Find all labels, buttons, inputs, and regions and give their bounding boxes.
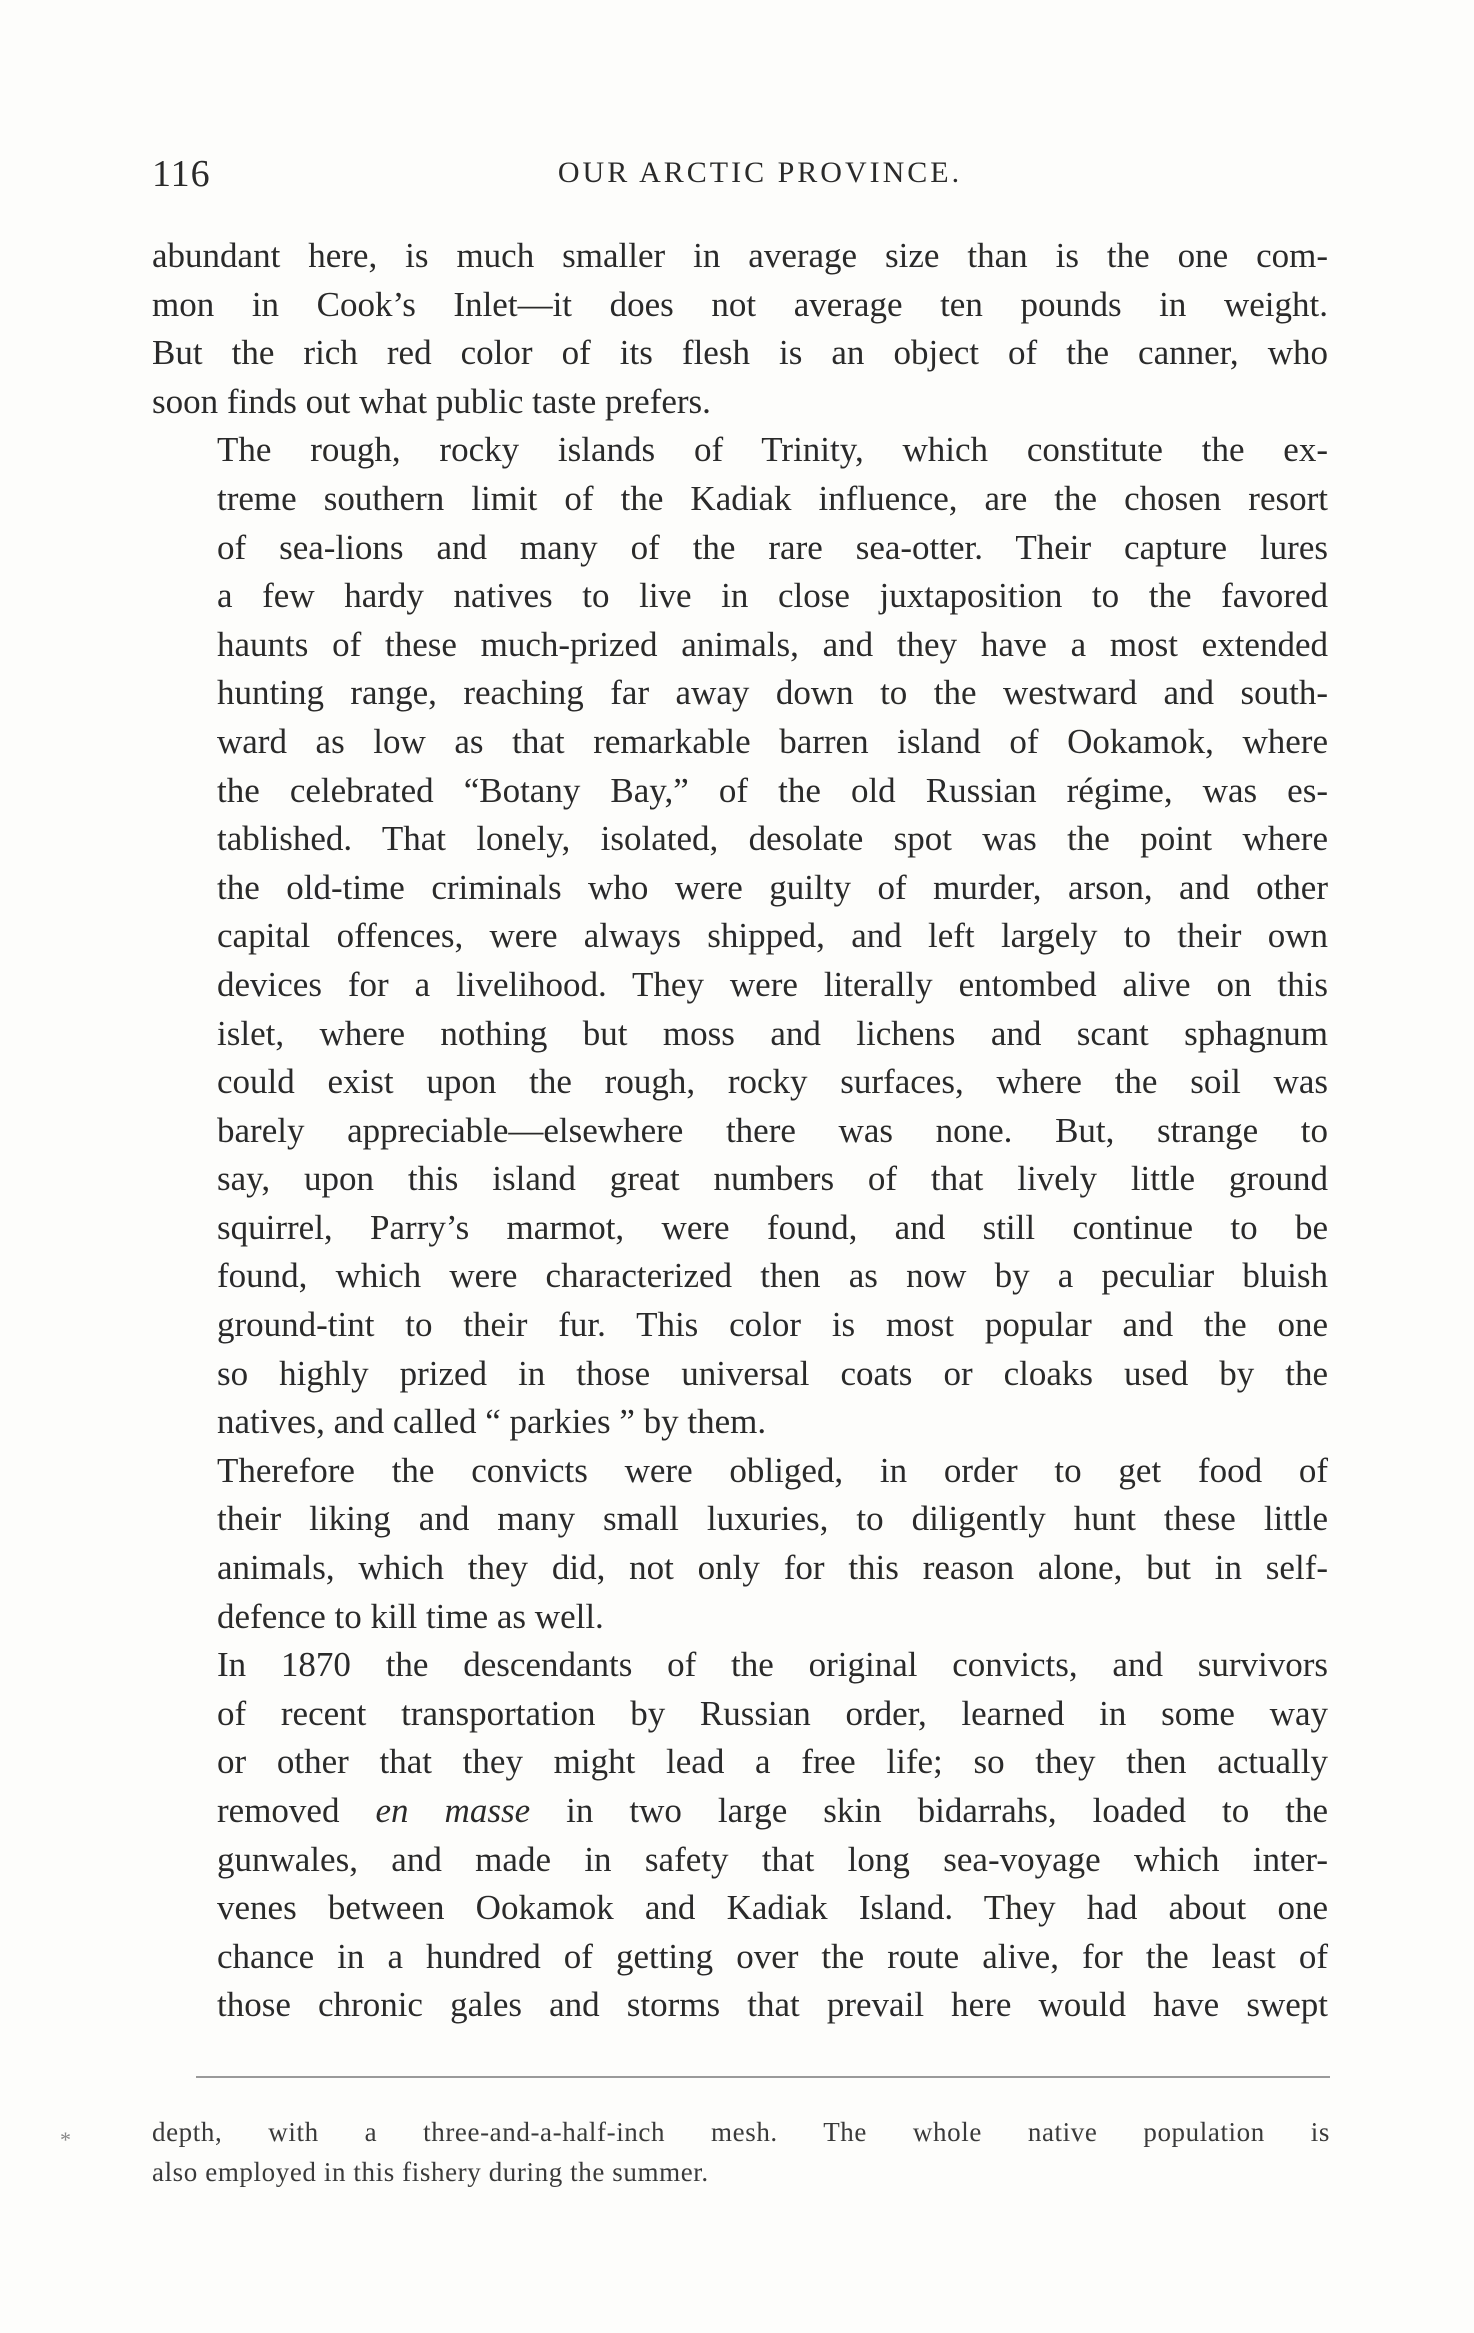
- text-line: soon finds out what public taste prefers.: [152, 381, 711, 421]
- footnote: [152, 2112, 1330, 2192]
- paragraph: [152, 1447, 1328, 1641]
- text-line: Therefore the convicts were obliged, in order to get food of: [217, 1450, 1328, 1490]
- page-number: 116: [152, 153, 211, 195]
- text-line: capital offences, were always shipped, and left largely to their own: [217, 916, 1328, 956]
- paragraph: [152, 1641, 1328, 2030]
- footnote-line: depth, with a three-and-a-half-inch mesh. The whole native population is: [152, 2117, 1330, 2147]
- text-line: haunts of these much-prized animals, and they have a most extended: [217, 624, 1328, 664]
- text-line: ground-tint to their fur. This color is most popular and the one: [217, 1305, 1328, 1345]
- text-line: animals, which they did, not only for this reason alone, but in self-: [217, 1548, 1328, 1588]
- text-line: gunwales, and made in safety that long sea-voyage which inter-: [217, 1839, 1328, 1879]
- footnote-marker: *: [60, 2127, 71, 2152]
- paragraph: [152, 232, 1328, 426]
- text-line: the celebrated “Botany Bay,” of the old Russian régime, was es-: [217, 770, 1328, 810]
- text-line: But the rich red color of its flesh is an object of the canner, who: [152, 333, 1328, 373]
- text-line: abundant here, is much smaller in average size than is the one com-: [152, 236, 1328, 275]
- text-line: could exist upon the rough, rocky surfaces, where the soil was: [217, 1062, 1328, 1102]
- text-line: say, upon this island great numbers of that lively little ground: [217, 1159, 1328, 1199]
- text-line: so highly prized in those universal coats or cloaks used by the: [217, 1353, 1328, 1393]
- footnote-rule: [196, 2076, 1330, 2078]
- text-line: mon in Cook’s Inlet—it does not average ten pounds in weight.: [152, 284, 1328, 324]
- text-line: of recent transportation by Russian order, learned in some way: [217, 1693, 1328, 1733]
- text-line: tablished. That lonely, isolated, desolate spot was the point where: [217, 819, 1328, 859]
- text-line: a few hardy natives to live in close juxtaposition to the favored: [217, 576, 1328, 616]
- text-line: hunting range, reaching far away down to the westward and south-: [217, 673, 1328, 713]
- text-line: In 1870 the descendants of the original convicts, and survivors: [217, 1645, 1328, 1685]
- text-line: of sea-lions and many of the rare sea-otter. Their capture lures: [217, 527, 1328, 567]
- text-line: ward as low as that remarkable barren island of Ookamok, where: [217, 721, 1328, 761]
- text-line: the old-time criminals who were guilty of murder, arson, and other: [217, 867, 1328, 907]
- text-line: devices for a livelihood. They were literally entombed alive on this: [217, 964, 1328, 1004]
- text-line: or other that they might lead a free life; so they then actually: [217, 1742, 1328, 1782]
- text-line: barely appreciable—elsewhere there was none. But, strange to: [217, 1110, 1328, 1150]
- text-line: islet, where nothing but moss and lichens and scant sphagnum: [217, 1013, 1328, 1053]
- text-line: The rough, rocky islands of Trinity, which constitute the ex-: [217, 430, 1328, 470]
- text-line: chance in a hundred of getting over the route alive, for the least of: [217, 1936, 1328, 1976]
- text-line: squirrel, Parry’s marmot, were found, and still continue to be: [217, 1207, 1328, 1247]
- text-line: natives, and called “ parkies ” by them.: [217, 1402, 767, 1442]
- text-line: treme southern limit of the Kadiak influence, are the chosen resort: [217, 478, 1328, 518]
- text-line: those chronic gales and storms that prevail here would have swept: [217, 1985, 1328, 2025]
- running-head: [152, 152, 1328, 202]
- text-line: venes between Ookamok and Kadiak Island. They had about one: [217, 1888, 1328, 1928]
- text-line: their liking and many small luxuries, to diligently hunt these little: [217, 1499, 1328, 1539]
- footnote-line: also employed in this fishery during the summer.: [152, 2157, 709, 2187]
- running-title: OUR ARCTIC PROVINCE.: [557, 156, 963, 189]
- italic-phrase: en masse: [375, 1791, 531, 1830]
- text-line: removed en masse in two large skin bidarrahs, loaded to the: [217, 1791, 1328, 1830]
- text-line: found, which were characterized then as now by a peculiar bluish: [217, 1256, 1328, 1296]
- text-line: defence to kill time as well.: [217, 1596, 604, 1636]
- body-text: [152, 232, 1328, 2030]
- paragraph: [152, 426, 1328, 1446]
